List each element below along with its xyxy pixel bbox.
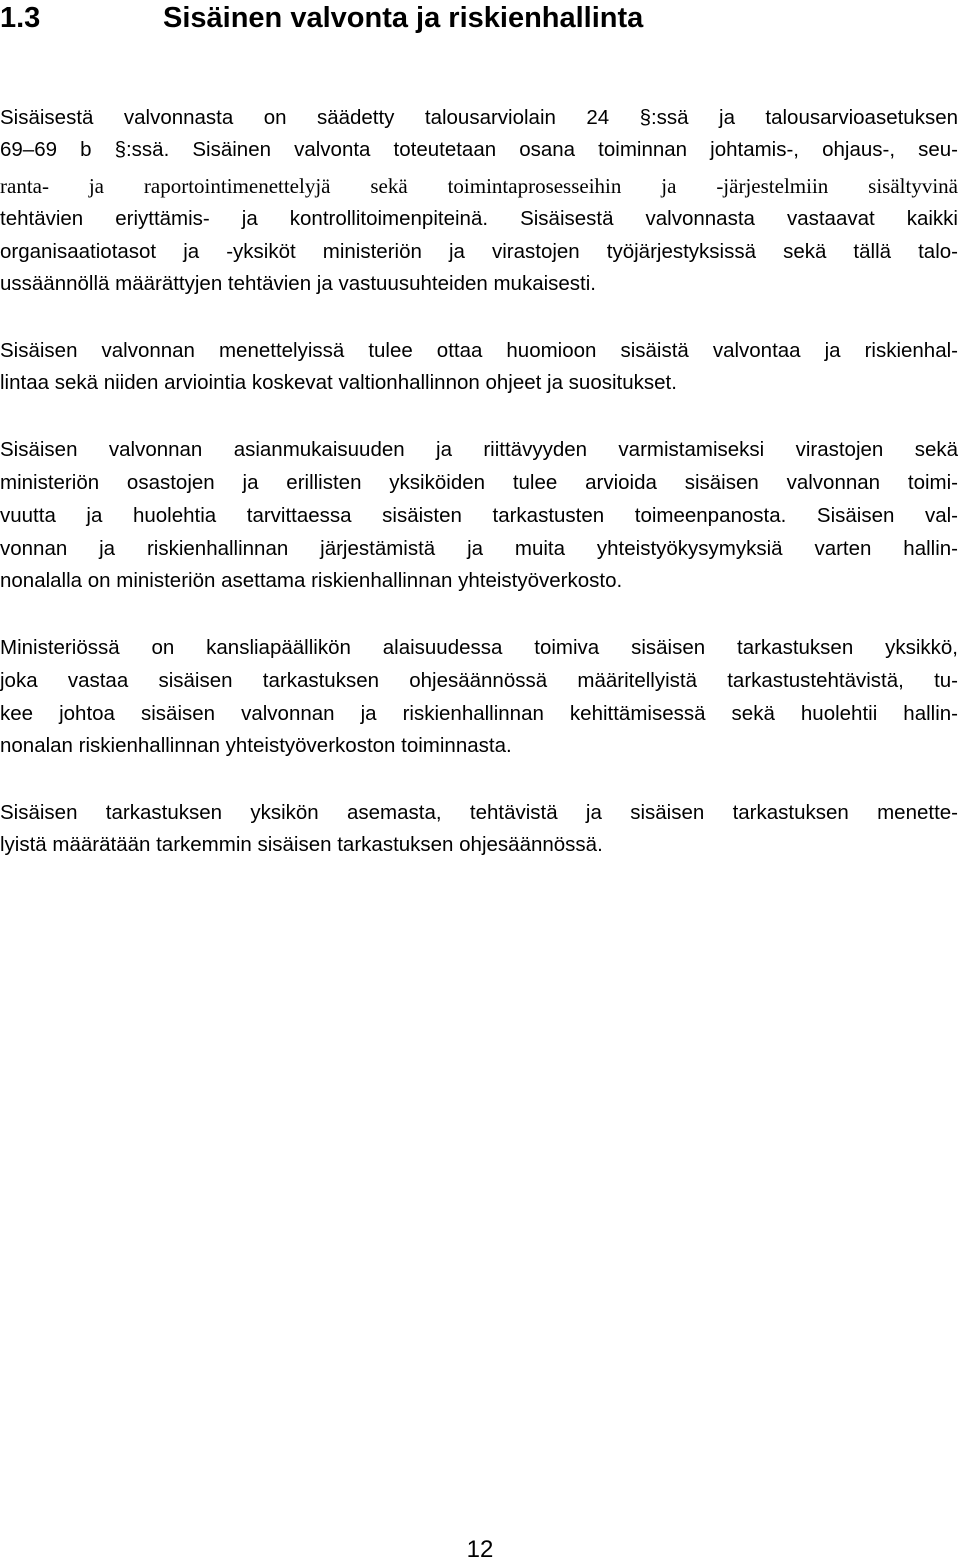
paragraph-line: vuutta ja huolehtia tarvittaessa sisäisten tarkastusten toimeenpanosta. Sisäisen val- (0, 504, 958, 527)
paragraph-line: nonalalla on ministeriön asettama riskienhallinnan yhteistyöverkosto. (0, 569, 623, 592)
paragraph-line: vonnan ja riskienhallinnan järjestämistä ja muita yhteistyökysymyksiä varten hallin- (0, 537, 958, 560)
paragraph-line: ranta- ja raportointimenettelyjä sekä toimintaprosesseihin ja -järjestelmiin sisältyvinä (0, 174, 958, 198)
paragraph-line: nonalan riskienhallinnan yhteistyöverkoston toiminnasta. (0, 734, 512, 757)
paragraph-line: Sisäisen valvonnan menettelyissä tulee ottaa huomioon sisäistä valvontaa ja riskienhal- (0, 339, 958, 362)
section-heading (0, 0, 960, 36)
paragraph-line: lyistä määrätään tarkemmin sisäisen tarkastuksen ohjesäännössä. (0, 833, 603, 856)
paragraph-line: Ministeriössä on kansliapäällikön alaisuudessa toimiva sisäisen tarkastuksen yksikkö, (0, 636, 958, 659)
paragraph-line: ministeriön osastojen ja erillisten yksiköiden tulee arvioida sisäisen valvonnan toimi- (0, 471, 958, 494)
paragraph-line: Sisäisen valvonnan asianmukaisuuden ja riittävyyden varmistamiseksi virastojen sekä (0, 438, 958, 461)
section-number: 1.3 (0, 2, 41, 34)
paragraph-line: tehtävien eriyttämis- ja kontrollitoimenpiteinä. Sisäisestä valvonnasta vastaavat kaikki (0, 207, 958, 230)
section-title: Sisäinen valvonta ja riskienhallinta (163, 2, 644, 34)
paragraph-line: ussäännöllä määrättyjen tehtävien ja vastuusuhteiden mukaisesti. (0, 272, 596, 295)
paragraph-line: joka vastaa sisäisen tarkastuksen ohjesäännössä määritellyistä tarkastustehtävistä, tu- (0, 669, 958, 692)
paragraph-line: kee johtoa sisäisen valvonnan ja riskienhallinnan kehittämisessä sekä huolehtii hallin- (0, 702, 958, 725)
paragraph-line: Sisäisestä valvonnasta on säädetty talousarviolain 24 §:ssä ja talousarvioasetuksen (0, 106, 958, 129)
page-number: 12 (466, 1536, 494, 1563)
paragraph-line: Sisäisen tarkastuksen yksikön asemasta, tehtävistä ja sisäisen tarkastuksen menette- (0, 801, 958, 824)
paragraph-line: organisaatiotasot ja -yksiköt ministeriön ja virastojen työjärjestyksissä sekä tällä talo- (0, 240, 958, 263)
paragraph-line: 69–69 b §:ssä. Sisäinen valvonta toteutetaan osana toiminnan johtamis-, ohjaus-, seu- (0, 138, 958, 161)
paragraph-line: lintaa sekä niiden arviointia koskevat valtionhallinnon ohjeet ja suositukset. (0, 371, 677, 394)
